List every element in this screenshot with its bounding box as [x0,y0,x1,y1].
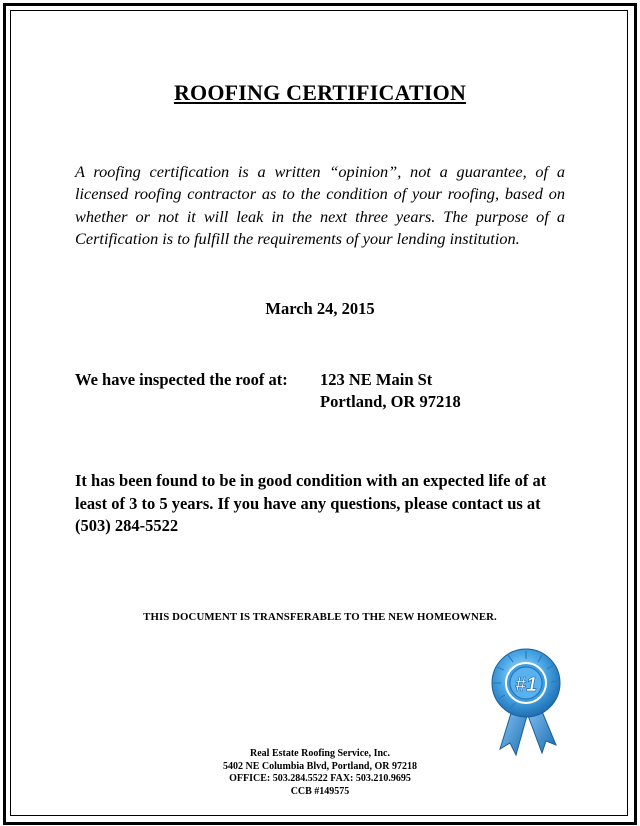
certification-date: March 24, 2015 [265,299,375,318]
footer-phones: OFFICE: 503.284.5522 FAX: 503.210.9695 [229,773,411,785]
award-ribbon-icon [486,645,570,757]
footer-company: Real Estate Roofing Service, Inc. [250,748,390,759]
property-address [320,369,461,413]
condition-statement: It has been found to be in good condition with an expected life of at least of 3 to 5 years. If you have any questions, please contact us at (503) 284-5522 [75,471,547,535]
intro-paragraph: A roofing certification is a written “opinion”, not a guarantee, of a licensed roofing contractor as to the condition of your roofing, based on whether or not it will leak in the next three years. The purpose of a Certification is to fulfill the requirements of your lending institution. [75,162,565,249]
footer-ccb: CCB #149575 [290,786,350,798]
badge-text: #1 [514,674,538,696]
transfer-notice: THIS DOCUMENT IS TRANSFERABLE TO THE NEW HOMEOWNER. [143,611,497,623]
page-title: ROOFING CERTIFICATION [173,80,467,105]
address-line-1: 123 NE Main St [320,370,433,389]
inspection-label: We have inspected the roof at: [75,370,288,389]
company-footer [0,748,640,799]
address-line-2: Portland, OR 97218 [320,392,461,411]
footer-address: 5402 NE Columbia Blvd, Portland, OR 97218 [223,760,417,772]
